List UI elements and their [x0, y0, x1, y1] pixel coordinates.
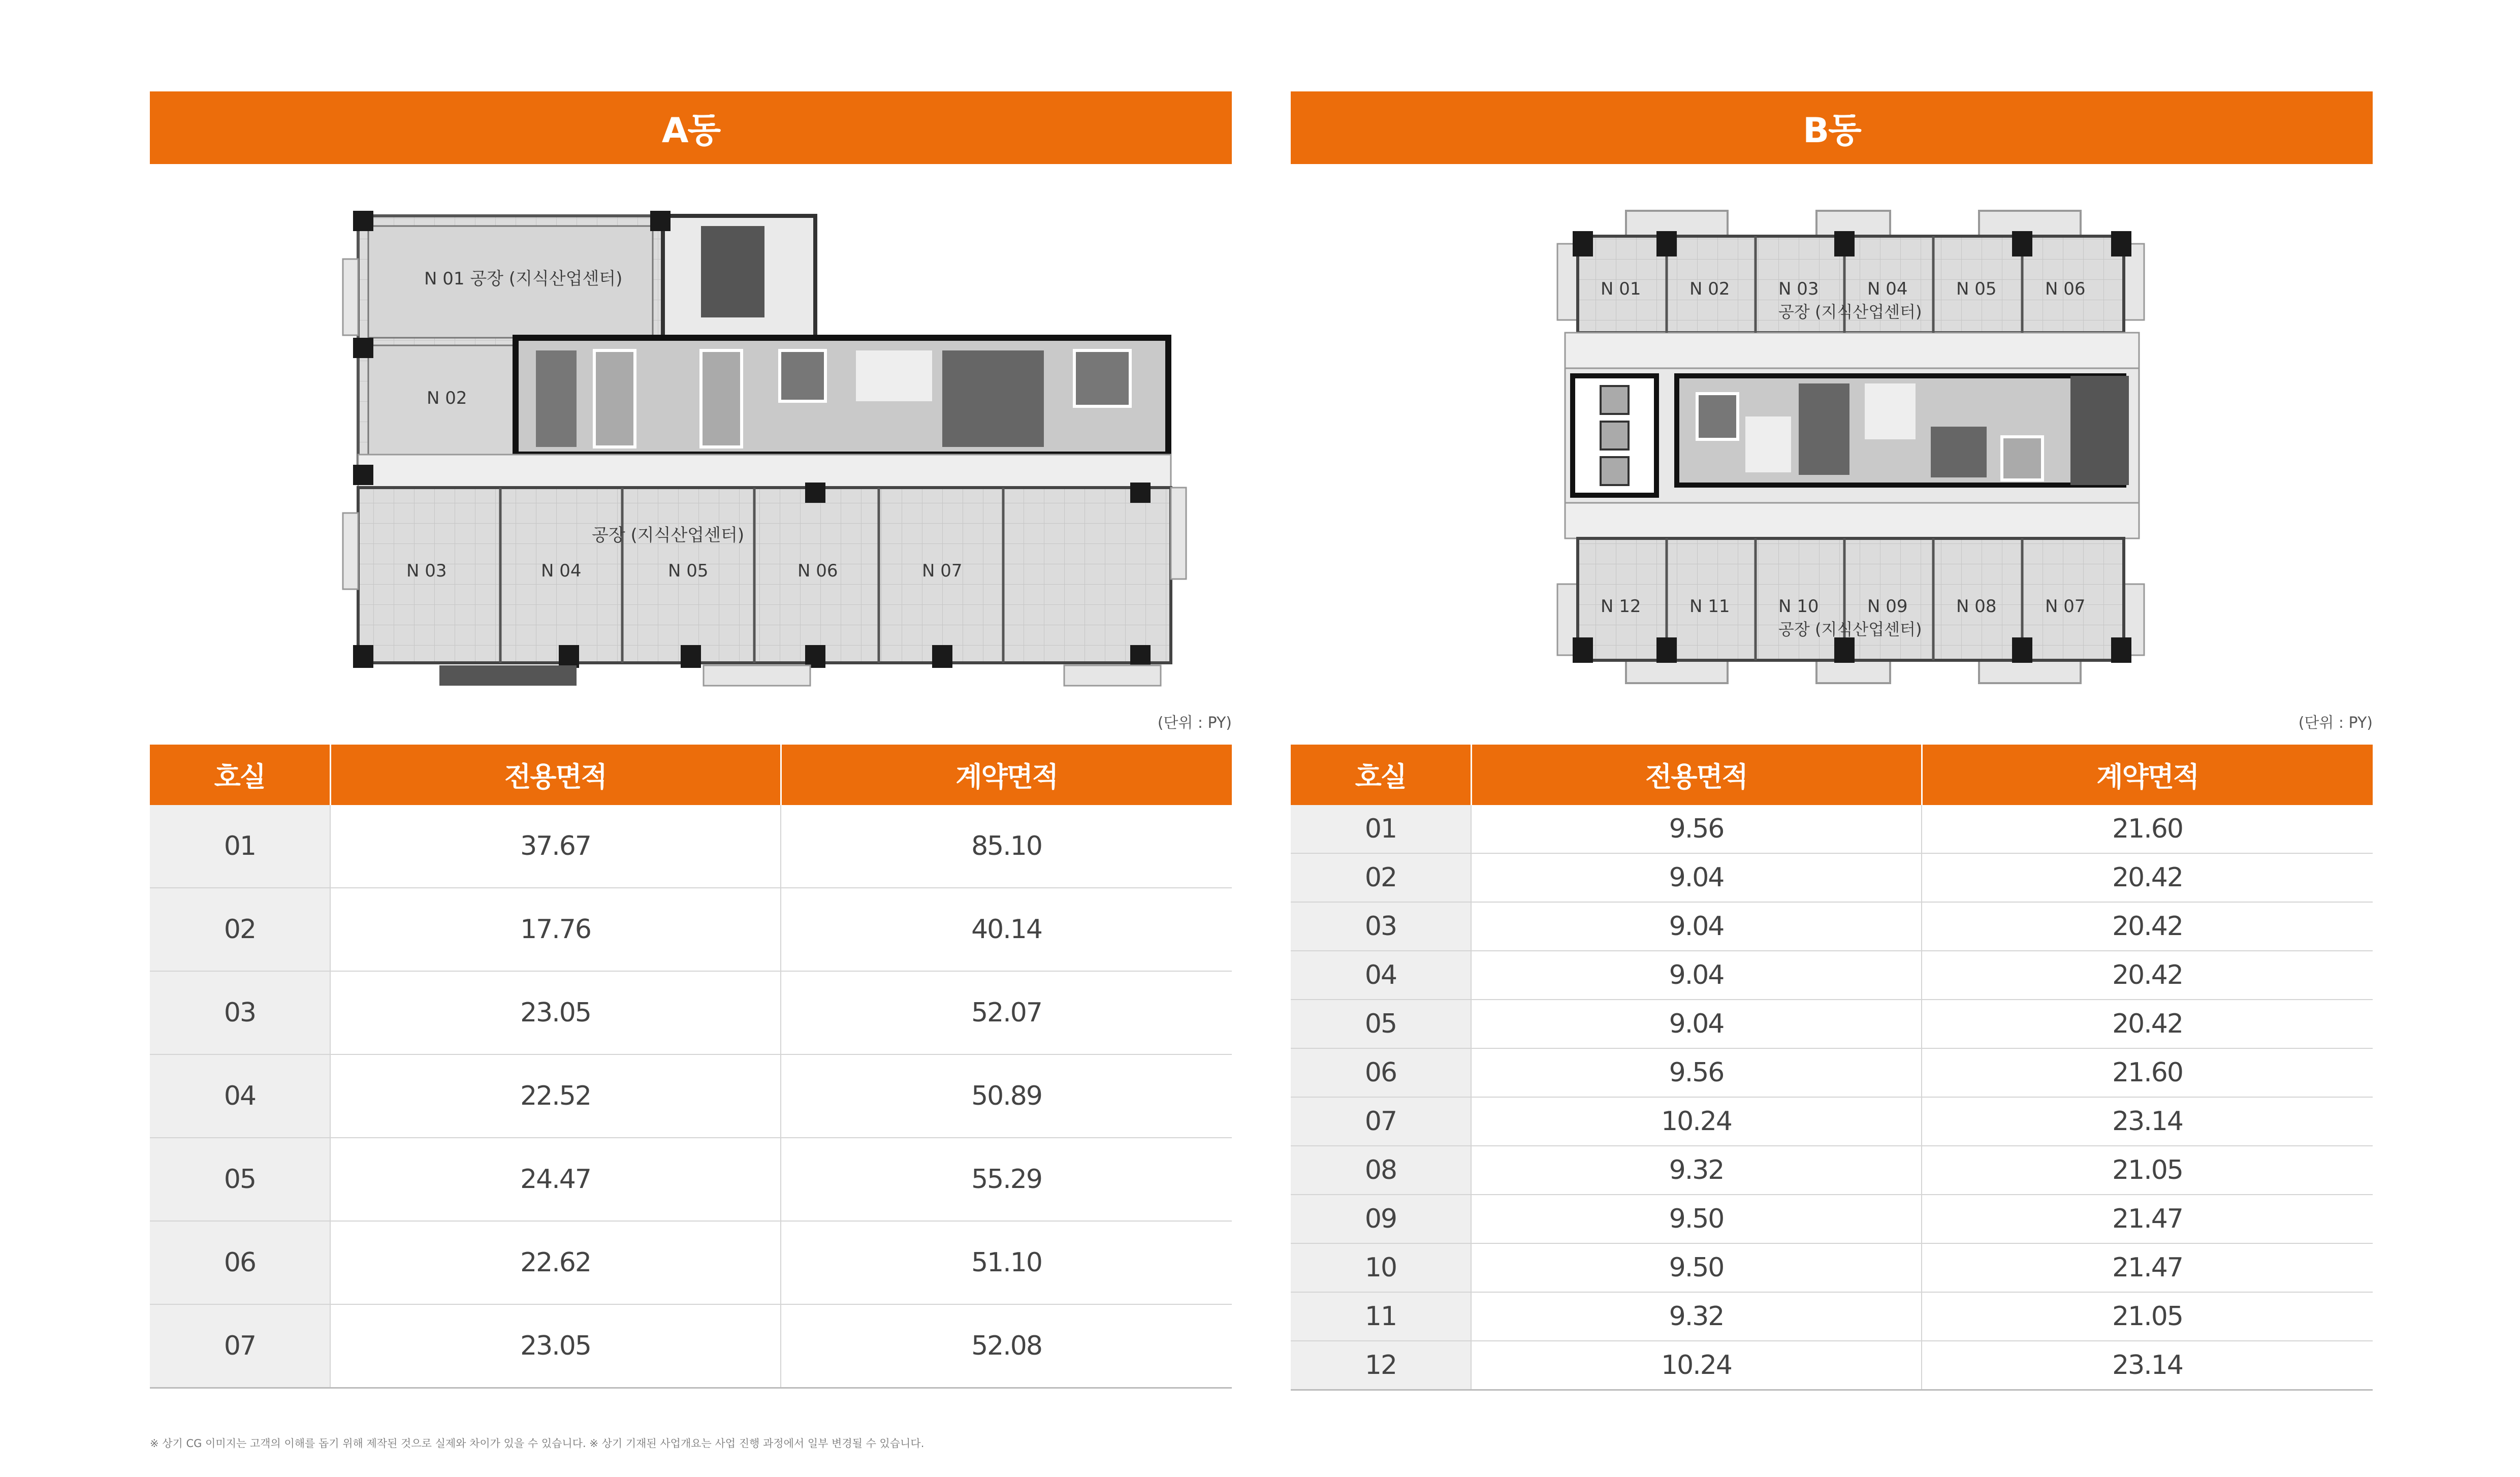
exclusive-area-cell: 23.05 [330, 1304, 781, 1388]
table-row [1291, 951, 2373, 1000]
plan-a-label-n03: N 03 [406, 561, 447, 581]
exclusive-area-cell: 37.67 [330, 805, 781, 888]
exclusive-area-cell: 10.24 [1471, 1341, 1922, 1390]
plan-b-label-factory-top: 공장 (지식산업센터) [1778, 302, 1922, 322]
building-b-area-table [1291, 745, 2373, 1391]
contract-area-cell: 51.10 [781, 1221, 1232, 1304]
contract-area-cell: 21.60 [1922, 1048, 2373, 1097]
building-a-unit-note: (단위 : PY) [1157, 714, 1232, 732]
contract-area-cell: 55.29 [781, 1138, 1232, 1221]
plan-b-label-factory-bottom: 공장 (지식산업센터) [1778, 620, 1922, 639]
room-cell: 11 [1291, 1292, 1471, 1341]
plan-a-label-n07: N 07 [922, 561, 963, 581]
exclusive-area-cell: 9.32 [1471, 1146, 1922, 1195]
contract-area-cell: 40.14 [781, 888, 1232, 971]
table-row [150, 1304, 1232, 1388]
plan-b-label-n02: N 02 [1689, 279, 1730, 299]
contract-area-cell: 21.47 [1922, 1195, 2373, 1243]
plan-b-label-n11: N 11 [1689, 596, 1730, 617]
room-cell: 08 [1291, 1146, 1471, 1195]
contract-area-cell: 21.05 [1922, 1146, 2373, 1195]
exclusive-area-cell: 9.04 [1471, 951, 1922, 1000]
building-a-title: A동 [150, 91, 1232, 164]
exclusive-area-cell: 9.50 [1471, 1195, 1922, 1243]
contract-area-cell: 23.14 [1922, 1341, 2373, 1390]
column-header-room: 호실 [150, 745, 330, 805]
exclusive-area-cell: 10.24 [1471, 1097, 1922, 1146]
exclusive-area-cell: 22.62 [330, 1221, 781, 1304]
table-row [1291, 1000, 2373, 1048]
table-row [1291, 805, 2373, 853]
exclusive-area-cell: 17.76 [330, 888, 781, 971]
plan-a-label-n02: N 02 [427, 388, 467, 408]
table-header-row [1291, 745, 2373, 805]
room-cell: 06 [150, 1221, 330, 1304]
room-cell: 02 [1291, 853, 1471, 902]
plan-b-label-n12: N 12 [1601, 596, 1641, 617]
exclusive-area-cell: 24.47 [330, 1138, 781, 1221]
plan-b-label-n03: N 03 [1778, 279, 1819, 299]
plan-b-label-n10: N 10 [1778, 596, 1819, 617]
contract-area-cell: 20.42 [1922, 1000, 2373, 1048]
plan-a-label-n05: N 05 [668, 561, 709, 581]
building-a-floor-plan [150, 198, 1232, 696]
contract-area-cell: 52.07 [781, 971, 1232, 1054]
room-cell: 04 [150, 1054, 330, 1138]
room-cell: 03 [150, 971, 330, 1054]
plan-a-label-n04: N 04 [541, 561, 582, 581]
plan-b-label-n04: N 04 [1867, 279, 1908, 299]
table-row [1291, 1195, 2373, 1243]
contract-area-cell: 20.42 [1922, 951, 2373, 1000]
contract-area-cell: 21.60 [1922, 805, 2373, 853]
plan-b-label-n06: N 06 [2045, 279, 2086, 299]
contract-area-cell: 23.14 [1922, 1097, 2373, 1146]
room-cell: 09 [1291, 1195, 1471, 1243]
contract-area-cell: 20.42 [1922, 853, 2373, 902]
contract-area-cell: 21.05 [1922, 1292, 2373, 1341]
plan-b-label-n01: N 01 [1601, 279, 1641, 299]
table-row [1291, 1341, 2373, 1390]
room-cell: 05 [1291, 1000, 1471, 1048]
column-header-exclusive-area: 전용면적 [330, 745, 781, 805]
room-cell: 07 [150, 1304, 330, 1388]
building-b-unit-note: (단위 : PY) [2298, 714, 2373, 732]
column-header-contract-area: 계약면적 [781, 745, 1232, 805]
room-cell: 12 [1291, 1341, 1471, 1390]
plan-a-label-n01: N 01 공장 (지식산업센터) [424, 269, 623, 289]
table-row [1291, 1097, 2373, 1146]
column-header-contract-area: 계약면적 [1922, 745, 2373, 805]
plan-a-label-factory: 공장 (지식산업센터) [592, 525, 745, 545]
room-cell: 01 [1291, 805, 1471, 853]
contract-area-cell: 21.47 [1922, 1243, 2373, 1292]
table-row [1291, 902, 2373, 951]
exclusive-area-cell: 9.56 [1471, 1048, 1922, 1097]
room-cell: 04 [1291, 951, 1471, 1000]
exclusive-area-cell: 22.52 [330, 1054, 781, 1138]
table-row [1291, 853, 2373, 902]
table-row [150, 1138, 1232, 1221]
building-a-area-table [150, 745, 1232, 1389]
room-cell: 02 [150, 888, 330, 971]
contract-area-cell: 85.10 [781, 805, 1232, 888]
room-cell: 01 [150, 805, 330, 888]
contract-area-cell: 50.89 [781, 1054, 1232, 1138]
table-row [150, 1054, 1232, 1138]
room-cell: 03 [1291, 902, 1471, 951]
table-row [1291, 1146, 2373, 1195]
room-cell: 06 [1291, 1048, 1471, 1097]
plan-a-label-n06: N 06 [798, 561, 838, 581]
column-header-exclusive-area: 전용면적 [1471, 745, 1922, 805]
exclusive-area-cell: 9.50 [1471, 1243, 1922, 1292]
building-b-title: B동 [1291, 91, 2373, 164]
exclusive-area-cell: 9.32 [1471, 1292, 1922, 1341]
room-cell: 05 [150, 1138, 330, 1221]
plan-b-label-n05: N 05 [1956, 279, 1997, 299]
table-row [150, 805, 1232, 888]
exclusive-area-cell: 9.04 [1471, 853, 1922, 902]
room-cell: 10 [1291, 1243, 1471, 1292]
table-row [1291, 1048, 2373, 1097]
disclaimer-footnote: ※ 상기 CG 이미지는 고객의 이해를 돕기 위해 제작된 것으로 실제와 차이가 있을 수 있습니다. ※ 상기 기재된 사업개요는 사업 진행 과정에서 일부 변경될 수 있습니다. [150, 1437, 924, 1450]
room-cell: 07 [1291, 1097, 1471, 1146]
contract-area-cell: 52.08 [781, 1304, 1232, 1388]
exclusive-area-cell: 23.05 [330, 971, 781, 1054]
plan-b-label-n07: N 07 [2045, 596, 2086, 617]
exclusive-area-cell: 9.04 [1471, 902, 1922, 951]
plan-b-label-n09: N 09 [1867, 596, 1908, 617]
table-row [150, 888, 1232, 971]
exclusive-area-cell: 9.04 [1471, 1000, 1922, 1048]
contract-area-cell: 20.42 [1922, 902, 2373, 951]
table-row [150, 971, 1232, 1054]
table-row [150, 1221, 1232, 1304]
exclusive-area-cell: 9.56 [1471, 805, 1922, 853]
table-header-row [150, 745, 1232, 805]
plan-b-label-n08: N 08 [1956, 596, 1997, 617]
table-row [1291, 1292, 2373, 1341]
table-row [1291, 1243, 2373, 1292]
column-header-room: 호실 [1291, 745, 1471, 805]
building-b-floor-plan [1291, 198, 2373, 696]
